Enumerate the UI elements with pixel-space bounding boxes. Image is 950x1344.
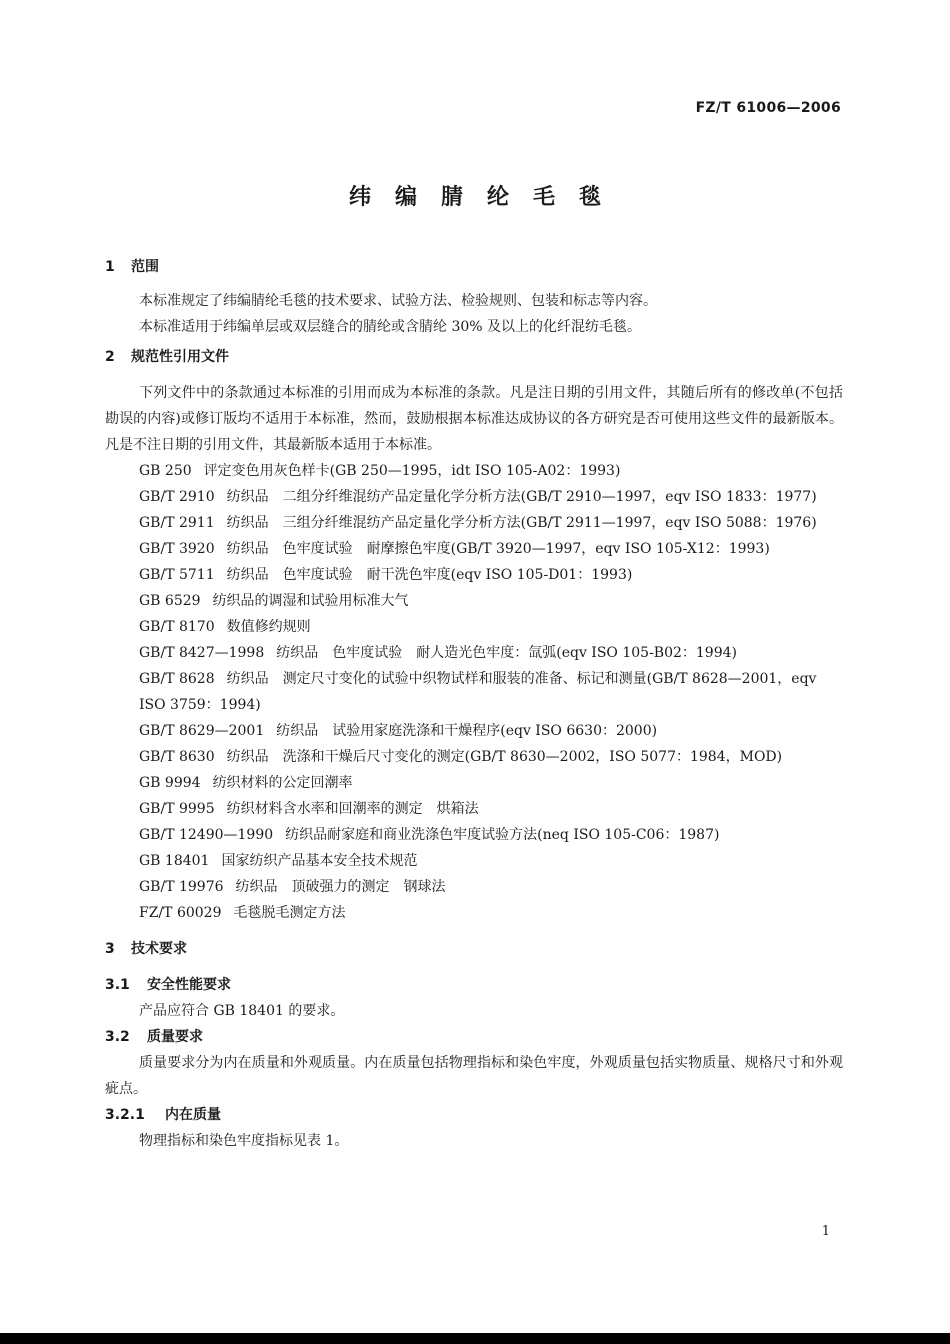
- section-heading-technical-requirements: [105, 938, 843, 960]
- reference-text: 纺织品 试验用家庭洗涤和干燥程序(eqv ISO 6630：2000): [276, 723, 658, 739]
- section-title: 范围: [131, 259, 159, 275]
- reference-code: GB 9994: [139, 775, 201, 791]
- section-title: 规范性引用文件: [131, 349, 229, 365]
- subsection-number: 3.2.1: [105, 1107, 145, 1123]
- reference-item: [105, 640, 843, 666]
- reference-item: [105, 562, 843, 588]
- section-number: 3: [105, 941, 115, 957]
- subsection-heading-quality: [105, 1024, 843, 1050]
- paragraph: 下列文件中的条款通过本标准的引用而成为本标准的条款。凡是注日期的引用文件，其随后所有的修改单(不包括勘误的内容)或修订版均不适用于本标准，然而，鼓励根据本标准达成协议的各方研究是否可使用这些文件的最新版本。凡是不注日期的引用文件，其最新版本适用于本标准。: [105, 385, 843, 453]
- page-number: 1: [821, 1224, 830, 1239]
- reference-list: [105, 458, 843, 926]
- reference-item: [105, 614, 843, 640]
- reference-code: GB/T 19976: [139, 879, 224, 895]
- reference-item: [105, 744, 843, 770]
- reference-item: [105, 510, 843, 536]
- section-number: 2: [105, 349, 115, 365]
- reference-code: GB/T 8427—1998: [139, 645, 265, 661]
- reference-code: GB/T 8628: [139, 671, 215, 687]
- reference-text: 纺织品耐家庭和商业洗涤色牢度试验方法(neq ISO 105-C06：1987): [285, 827, 720, 843]
- reference-item: [105, 770, 843, 796]
- subsection-heading-intrinsic-quality: [105, 1102, 843, 1128]
- section-title: 技术要求: [131, 941, 187, 957]
- reference-text: 毛毯脱毛测定方法: [233, 905, 346, 921]
- paragraph: 产品应符合 GB 18401 的要求。: [139, 1003, 345, 1019]
- reference-text: 纺织品 二组分纤维混纺产品定量化学分析方法(GB/T 2910—1997，eqv ISO 1833：1977): [226, 489, 817, 505]
- paragraph: 本标准规定了纬编腈纶毛毯的技术要求、试验方法、检验规则、包装和标志等内容。: [139, 293, 657, 309]
- reference-text: 纺织品 洗涤和干燥后尺寸变化的测定(GB/T 8630—2002，ISO 5077：1984，MOD): [226, 749, 783, 765]
- paragraph: 质量要求分为内在质量和外观质量。内在质量包括物理指标和染色牢度，外观质量包括实物质量、规格尺寸和外观疵点。: [105, 1055, 843, 1097]
- reference-code: FZ/T 60029: [139, 905, 222, 921]
- subsection-title: 内在质量: [165, 1107, 221, 1123]
- subsection-number: 3.1: [105, 977, 130, 993]
- reference-text: 国家纺织产品基本安全技术规范: [221, 853, 418, 869]
- reference-item: [105, 718, 843, 744]
- reference-code: GB/T 9995: [139, 801, 215, 817]
- subsection-title: 安全性能要求: [147, 977, 231, 993]
- bottom-border: [0, 1333, 950, 1344]
- section-heading-normative-references: [105, 346, 843, 368]
- reference-item: [105, 900, 843, 926]
- reference-code: GB 6529: [139, 593, 201, 609]
- reference-text: 纺织品 三组分纤维混纺产品定量化学分析方法(GB/T 2911—1997，eqv ISO 5088：1976): [226, 515, 817, 531]
- reference-item: [105, 666, 843, 718]
- reference-code: GB 250: [139, 463, 192, 479]
- reference-code: GB 18401: [139, 853, 210, 869]
- section-number: 1: [105, 259, 115, 275]
- reference-text: 纺织材料含水率和回潮率的测定 烘箱法: [226, 801, 479, 817]
- subsection-number: 3.2: [105, 1029, 130, 1045]
- reference-code: GB/T 8630: [139, 749, 215, 765]
- reference-text: 纺织品 色牢度试验 耐人造光色牢度：氙弧(eqv ISO 105-B02：1994): [276, 645, 737, 661]
- section-heading-scope: [105, 256, 843, 278]
- reference-code: GB/T 3920: [139, 541, 215, 557]
- reference-code: GB/T 12490—1990: [139, 827, 274, 843]
- reference-text: 纺织品 测定尺寸变化的试验中织物试样和服装的准备、标记和测量(GB/T 8628—2001，eqv ISO 3759：1994): [139, 671, 817, 713]
- document-title: 纬编腈纶毛毯: [348, 185, 625, 210]
- reference-item: [105, 822, 843, 848]
- reference-item: [105, 458, 843, 484]
- reference-item: [105, 796, 843, 822]
- subsection-heading-safety: [105, 972, 843, 998]
- reference-text: 数值修约规则: [226, 619, 311, 635]
- reference-text: 纺织品 色牢度试验 耐摩擦色牢度(GB/T 3920—1997，eqv ISO 105-X12：1993): [226, 541, 770, 557]
- reference-item: [105, 484, 843, 510]
- document-body: [105, 256, 843, 1154]
- reference-text: 评定变色用灰色样卡(GB 250—1995，idt ISO 105-A02：1993): [203, 463, 621, 479]
- reference-code: GB/T 5711: [139, 567, 215, 583]
- reference-text: 纺织品的调湿和试验用标准大气: [212, 593, 409, 609]
- reference-code: GB/T 8629—2001: [139, 723, 265, 739]
- reference-item: [105, 874, 843, 900]
- reference-code: GB/T 2910: [139, 489, 215, 505]
- reference-code: GB/T 2911: [139, 515, 215, 531]
- subsection-title: 质量要求: [147, 1029, 203, 1045]
- paragraph: 物理指标和染色牢度指标见表 1。: [139, 1133, 349, 1149]
- standard-code: FZ/T 61006—2006: [695, 100, 841, 116]
- reference-item: [105, 588, 843, 614]
- paragraph: 本标准适用于纬编单层或双层缝合的腈纶或含腈纶 30% 及以上的化纤混纺毛毯。: [139, 319, 642, 335]
- reference-text: 纺织材料的公定回潮率: [212, 775, 353, 791]
- reference-item: [105, 536, 843, 562]
- reference-text: 纺织品 色牢度试验 耐干洗色牢度(eqv ISO 105-D01：1993): [226, 567, 633, 583]
- reference-text: 纺织品 顶破强力的测定 钢球法: [235, 879, 446, 895]
- reference-item: [105, 848, 843, 874]
- reference-code: GB/T 8170: [139, 619, 215, 635]
